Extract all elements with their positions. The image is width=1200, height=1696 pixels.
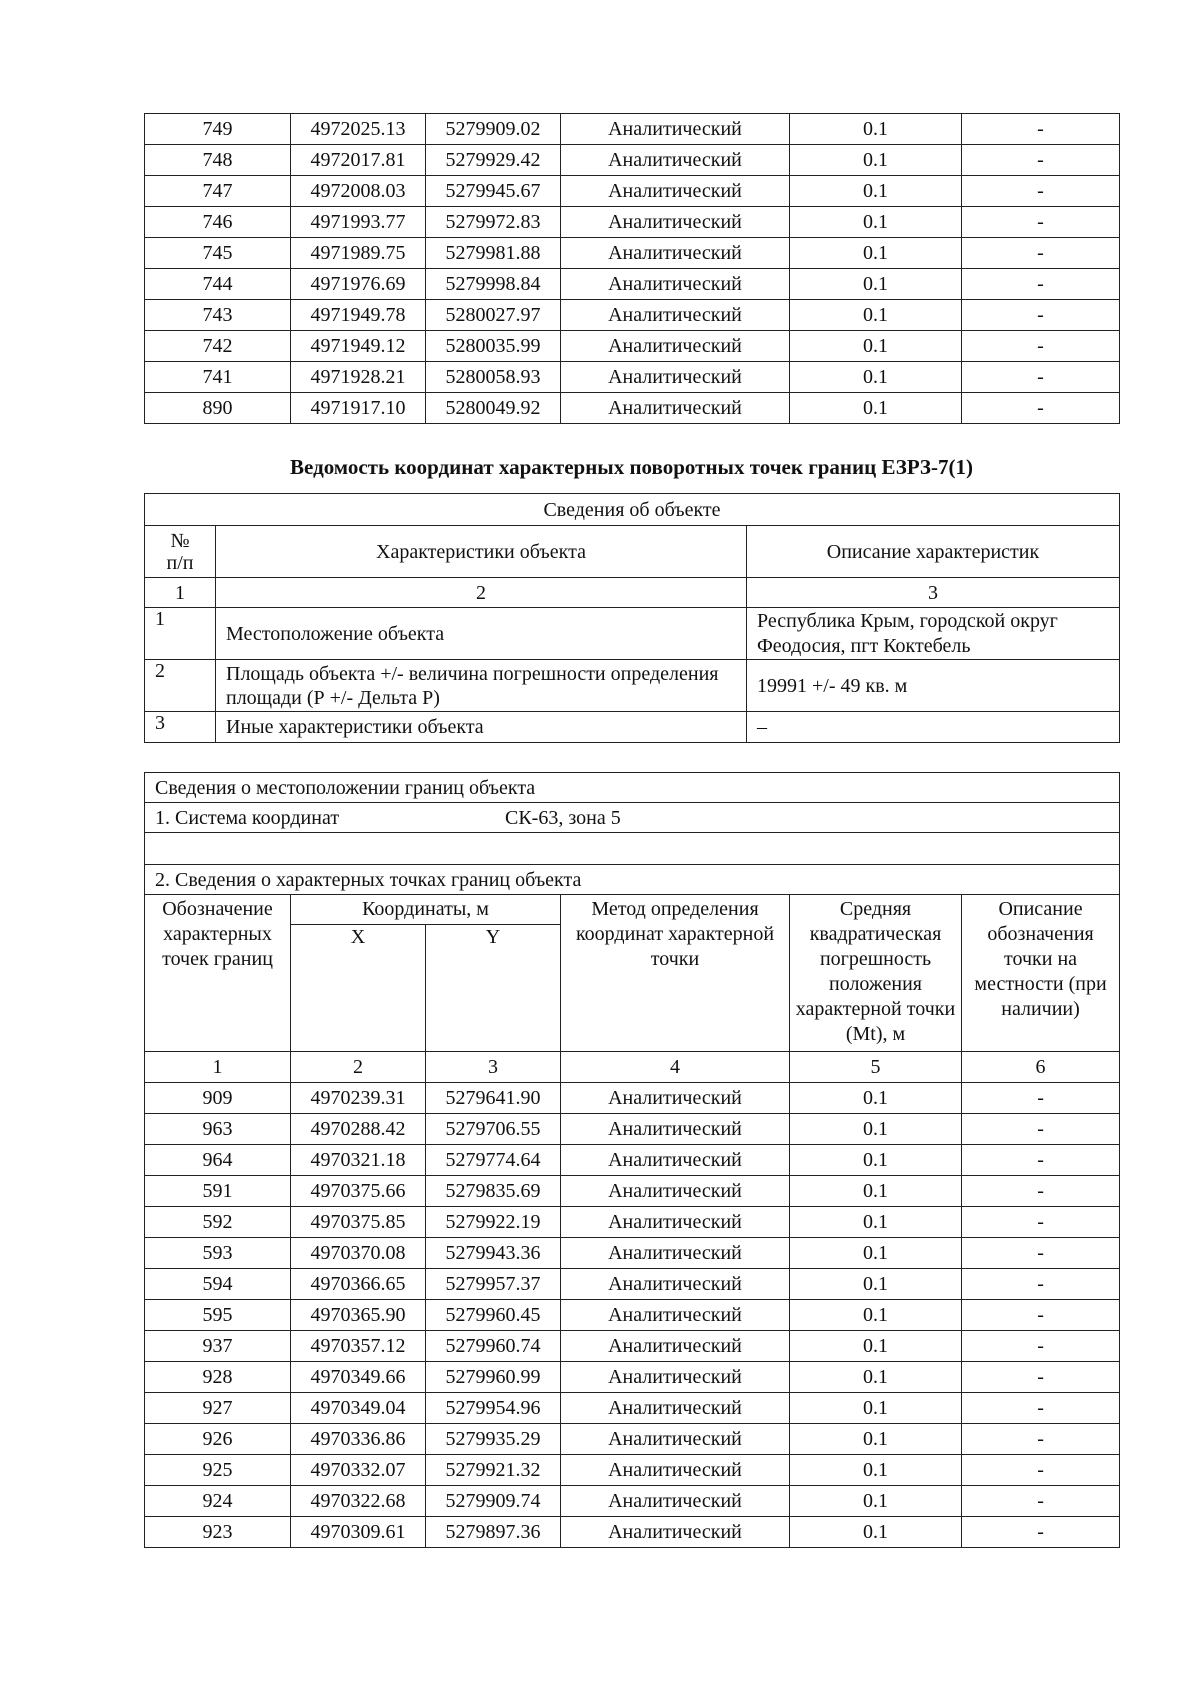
method: Аналитический [561, 1083, 790, 1114]
error: 0.1 [790, 393, 962, 424]
page-heading: Ведомость координат характерных поворотных точек границ ЕЗРЗ-7(1) [290, 455, 973, 479]
header-point-designation: Обозначение характерных точек границ [145, 895, 291, 1052]
coord-x: 4971949.12 [291, 331, 426, 362]
method: Аналитический [561, 1486, 790, 1517]
coord-x: 4970332.07 [291, 1455, 426, 1486]
point-number: 591 [145, 1176, 291, 1207]
error: 0.1 [790, 1517, 962, 1548]
point-description: - [962, 1238, 1120, 1269]
method: Аналитический [561, 176, 790, 207]
coord-y: 5279981.88 [426, 238, 561, 269]
coord-y: 5279774.64 [426, 1145, 561, 1176]
coord-y: 5279960.74 [426, 1331, 561, 1362]
points-section-title: 2. Сведения о характерных точках границ объекта [145, 865, 1120, 895]
column-index: 1 [145, 1052, 291, 1083]
method: Аналитический [561, 114, 790, 145]
method: Аналитический [561, 207, 790, 238]
method: Аналитический [561, 269, 790, 300]
coord-x: 4970349.04 [291, 1393, 426, 1424]
coord-y: 5279943.36 [426, 1238, 561, 1269]
info-row-description: – [747, 712, 1120, 743]
object-info-table [144, 493, 1120, 743]
coord-x: 4970375.85 [291, 1207, 426, 1238]
point-description: - [962, 269, 1120, 300]
table-row [145, 1455, 1120, 1486]
point-number: 909 [145, 1083, 291, 1114]
point-number: 741 [145, 362, 291, 393]
error: 0.1 [790, 1269, 962, 1300]
method: Аналитический [561, 1424, 790, 1455]
table-row [145, 1486, 1120, 1517]
error: 0.1 [790, 1393, 962, 1424]
point-number: 928 [145, 1362, 291, 1393]
point-description: - [962, 1393, 1120, 1424]
method: Аналитический [561, 300, 790, 331]
point-number: 593 [145, 1238, 291, 1269]
info-header-characteristics: Характеристики объекта [216, 526, 747, 578]
coord-x: 4971928.21 [291, 362, 426, 393]
table-row [145, 1114, 1120, 1145]
point-number: 747 [145, 176, 291, 207]
column-index: 2 [291, 1052, 426, 1083]
table-row [145, 393, 1120, 424]
coord-x: 4971949.78 [291, 300, 426, 331]
error: 0.1 [790, 207, 962, 238]
info-row-number: 3 [145, 712, 216, 743]
empty-row [145, 833, 1120, 865]
table-row [145, 1393, 1120, 1424]
point-description: - [962, 1145, 1120, 1176]
coord-x: 4970370.08 [291, 1238, 426, 1269]
point-description: - [962, 1424, 1120, 1455]
point-number: 923 [145, 1517, 291, 1548]
coord-x: 4971989.75 [291, 238, 426, 269]
point-number: 748 [145, 145, 291, 176]
header-error: Средняя квадратическая погрешность положения характерной точки (Mt), м [790, 895, 962, 1052]
table-row [145, 1083, 1120, 1114]
point-description: - [962, 300, 1120, 331]
error: 0.1 [790, 176, 962, 207]
table-row [145, 207, 1120, 238]
coord-x: 4972008.03 [291, 176, 426, 207]
table-row [145, 1331, 1120, 1362]
coordinate-system-value: СК-63, зона 5 [505, 806, 621, 829]
info-row-characteristic: Иные характеристики объекта [216, 712, 747, 743]
point-number: 926 [145, 1424, 291, 1455]
point-number: 890 [145, 393, 291, 424]
point-number: 745 [145, 238, 291, 269]
coord-y: 5279909.02 [426, 114, 561, 145]
point-number: 746 [145, 207, 291, 238]
error: 0.1 [790, 362, 962, 393]
method: Аналитический [561, 1207, 790, 1238]
point-description: - [962, 1083, 1120, 1114]
coord-y: 5279897.36 [426, 1517, 561, 1548]
coord-y: 5279935.29 [426, 1424, 561, 1455]
header-x: X [291, 925, 426, 1052]
method: Аналитический [561, 331, 790, 362]
coord-x: 4970336.86 [291, 1424, 426, 1455]
method: Аналитический [561, 1114, 790, 1145]
point-description: - [962, 1455, 1120, 1486]
method: Аналитический [561, 238, 790, 269]
coord-x: 4970365.90 [291, 1300, 426, 1331]
coord-x: 4970309.61 [291, 1517, 426, 1548]
coord-y: 5280027.97 [426, 300, 561, 331]
point-number: 592 [145, 1207, 291, 1238]
point-description: - [962, 1207, 1120, 1238]
table-row [145, 114, 1120, 145]
error: 0.1 [790, 300, 962, 331]
coord-x: 4970366.65 [291, 1269, 426, 1300]
coord-y: 5279957.37 [426, 1269, 561, 1300]
error: 0.1 [790, 1207, 962, 1238]
error: 0.1 [790, 114, 962, 145]
table-row [145, 1362, 1120, 1393]
coord-y: 5279929.42 [426, 145, 561, 176]
error: 0.1 [790, 1331, 962, 1362]
error: 0.1 [790, 1238, 962, 1269]
top-coordinates-table [144, 113, 1120, 424]
point-number: 925 [145, 1455, 291, 1486]
table-row [145, 362, 1120, 393]
boundary-points-table [144, 772, 1120, 1548]
method: Аналитический [561, 362, 790, 393]
coordinate-system-row [145, 803, 1120, 833]
point-description: - [962, 238, 1120, 269]
point-number: 937 [145, 1331, 291, 1362]
info-index-3: 3 [747, 578, 1120, 608]
table-row [145, 1176, 1120, 1207]
coord-x: 4970322.68 [291, 1486, 426, 1517]
column-index: 6 [962, 1052, 1120, 1083]
point-number: 744 [145, 269, 291, 300]
coord-y: 5279954.96 [426, 1393, 561, 1424]
error: 0.1 [790, 269, 962, 300]
method: Аналитический [561, 1176, 790, 1207]
point-description: - [962, 1114, 1120, 1145]
table-row [145, 1300, 1120, 1331]
point-description: - [962, 393, 1120, 424]
point-description: - [962, 1517, 1120, 1548]
coord-x: 4970321.18 [291, 1145, 426, 1176]
coord-y: 5279960.99 [426, 1362, 561, 1393]
error: 0.1 [790, 1083, 962, 1114]
error: 0.1 [790, 331, 962, 362]
coord-x: 4970375.66 [291, 1176, 426, 1207]
point-description: - [962, 1331, 1120, 1362]
table-row [145, 238, 1120, 269]
coord-x: 4971993.77 [291, 207, 426, 238]
coord-y: 5279960.45 [426, 1300, 561, 1331]
coord-y: 5279909.74 [426, 1486, 561, 1517]
info-index-1: 1 [145, 578, 216, 608]
info-row-number: 1 [145, 608, 216, 660]
method: Аналитический [561, 1238, 790, 1269]
point-description: - [962, 1362, 1120, 1393]
table-row [145, 176, 1120, 207]
info-row-description: 19991 +/- 49 кв. м [747, 660, 1120, 712]
point-description: - [962, 1176, 1120, 1207]
table-row [145, 1269, 1120, 1300]
error: 0.1 [790, 1176, 962, 1207]
method: Аналитический [561, 1145, 790, 1176]
point-number: 963 [145, 1114, 291, 1145]
info-header-description: Описание характеристик [747, 526, 1120, 578]
coord-y: 5280035.99 [426, 331, 561, 362]
coord-y: 5279972.83 [426, 207, 561, 238]
point-description: - [962, 331, 1120, 362]
info-row-description: Республика Крым, городской округ Феодосия, пгт Коктебель [747, 608, 1120, 660]
point-number: 595 [145, 1300, 291, 1331]
table-row [145, 300, 1120, 331]
error: 0.1 [790, 1145, 962, 1176]
point-description: - [962, 176, 1120, 207]
error: 0.1 [790, 1114, 962, 1145]
coord-y: 5279835.69 [426, 1176, 561, 1207]
coord-x: 4970357.12 [291, 1331, 426, 1362]
coord-y: 5279922.19 [426, 1207, 561, 1238]
coord-x: 4972025.13 [291, 114, 426, 145]
coord-x: 4970288.42 [291, 1114, 426, 1145]
point-description: - [962, 1486, 1120, 1517]
point-number: 749 [145, 114, 291, 145]
header-y: Y [426, 925, 561, 1052]
coord-y: 5279921.32 [426, 1455, 561, 1486]
table-row [145, 1207, 1120, 1238]
coord-x: 4972017.81 [291, 145, 426, 176]
point-description: - [962, 207, 1120, 238]
point-number: 924 [145, 1486, 291, 1517]
info-table-title: Сведения об объекте [145, 494, 1120, 526]
table-row [145, 145, 1120, 176]
coord-x: 4970239.31 [291, 1083, 426, 1114]
column-index: 4 [561, 1052, 790, 1083]
point-description: - [962, 1300, 1120, 1331]
method: Аналитический [561, 1300, 790, 1331]
point-number: 743 [145, 300, 291, 331]
table-row [145, 269, 1120, 300]
method: Аналитический [561, 1455, 790, 1486]
error: 0.1 [790, 1455, 962, 1486]
info-index-2: 2 [216, 578, 747, 608]
error: 0.1 [790, 1300, 962, 1331]
boundary-section-title: Сведения о местоположении границ объекта [145, 773, 1120, 803]
table-row [145, 1145, 1120, 1176]
coordinate-system-label: 1. Система координат [155, 806, 340, 829]
point-number: 964 [145, 1145, 291, 1176]
method: Аналитический [561, 145, 790, 176]
method: Аналитический [561, 1269, 790, 1300]
header-coordinates: Координаты, м [291, 895, 561, 925]
point-description: - [962, 145, 1120, 176]
point-number: 742 [145, 331, 291, 362]
table-row [145, 1424, 1120, 1455]
point-description: - [962, 362, 1120, 393]
error: 0.1 [790, 145, 962, 176]
coord-x: 4971976.69 [291, 269, 426, 300]
method: Аналитический [561, 393, 790, 424]
coord-y: 5280058.93 [426, 362, 561, 393]
table-row [145, 1517, 1120, 1548]
coord-y: 5279945.67 [426, 176, 561, 207]
point-description: - [962, 114, 1120, 145]
coord-y: 5279706.55 [426, 1114, 561, 1145]
coord-y: 5280049.92 [426, 393, 561, 424]
header-description: Описание обозначения точки на местности (при наличии) [962, 895, 1120, 1052]
info-row-characteristic: Площадь объекта +/- величина погрешности определения площади (Р +/- Дельта Р) [216, 660, 747, 712]
coord-y: 5279641.90 [426, 1083, 561, 1114]
point-description: - [962, 1269, 1120, 1300]
error: 0.1 [790, 1424, 962, 1455]
info-row-number: 2 [145, 660, 216, 712]
header-method: Метод определения координат характерной точки [561, 895, 790, 1052]
method: Аналитический [561, 1517, 790, 1548]
column-index: 5 [790, 1052, 962, 1083]
info-header-number: № п/п [145, 526, 216, 578]
method: Аналитический [561, 1362, 790, 1393]
table-row [145, 1238, 1120, 1269]
coord-x: 4971917.10 [291, 393, 426, 424]
coord-y: 5279998.84 [426, 269, 561, 300]
coord-x: 4970349.66 [291, 1362, 426, 1393]
point-number: 594 [145, 1269, 291, 1300]
table-row [145, 331, 1120, 362]
column-index: 3 [426, 1052, 561, 1083]
method: Аналитический [561, 1393, 790, 1424]
info-row-characteristic: Местоположение объекта [216, 608, 747, 660]
point-number: 927 [145, 1393, 291, 1424]
method: Аналитический [561, 1331, 790, 1362]
error: 0.1 [790, 238, 962, 269]
error: 0.1 [790, 1486, 962, 1517]
error: 0.1 [790, 1362, 962, 1393]
